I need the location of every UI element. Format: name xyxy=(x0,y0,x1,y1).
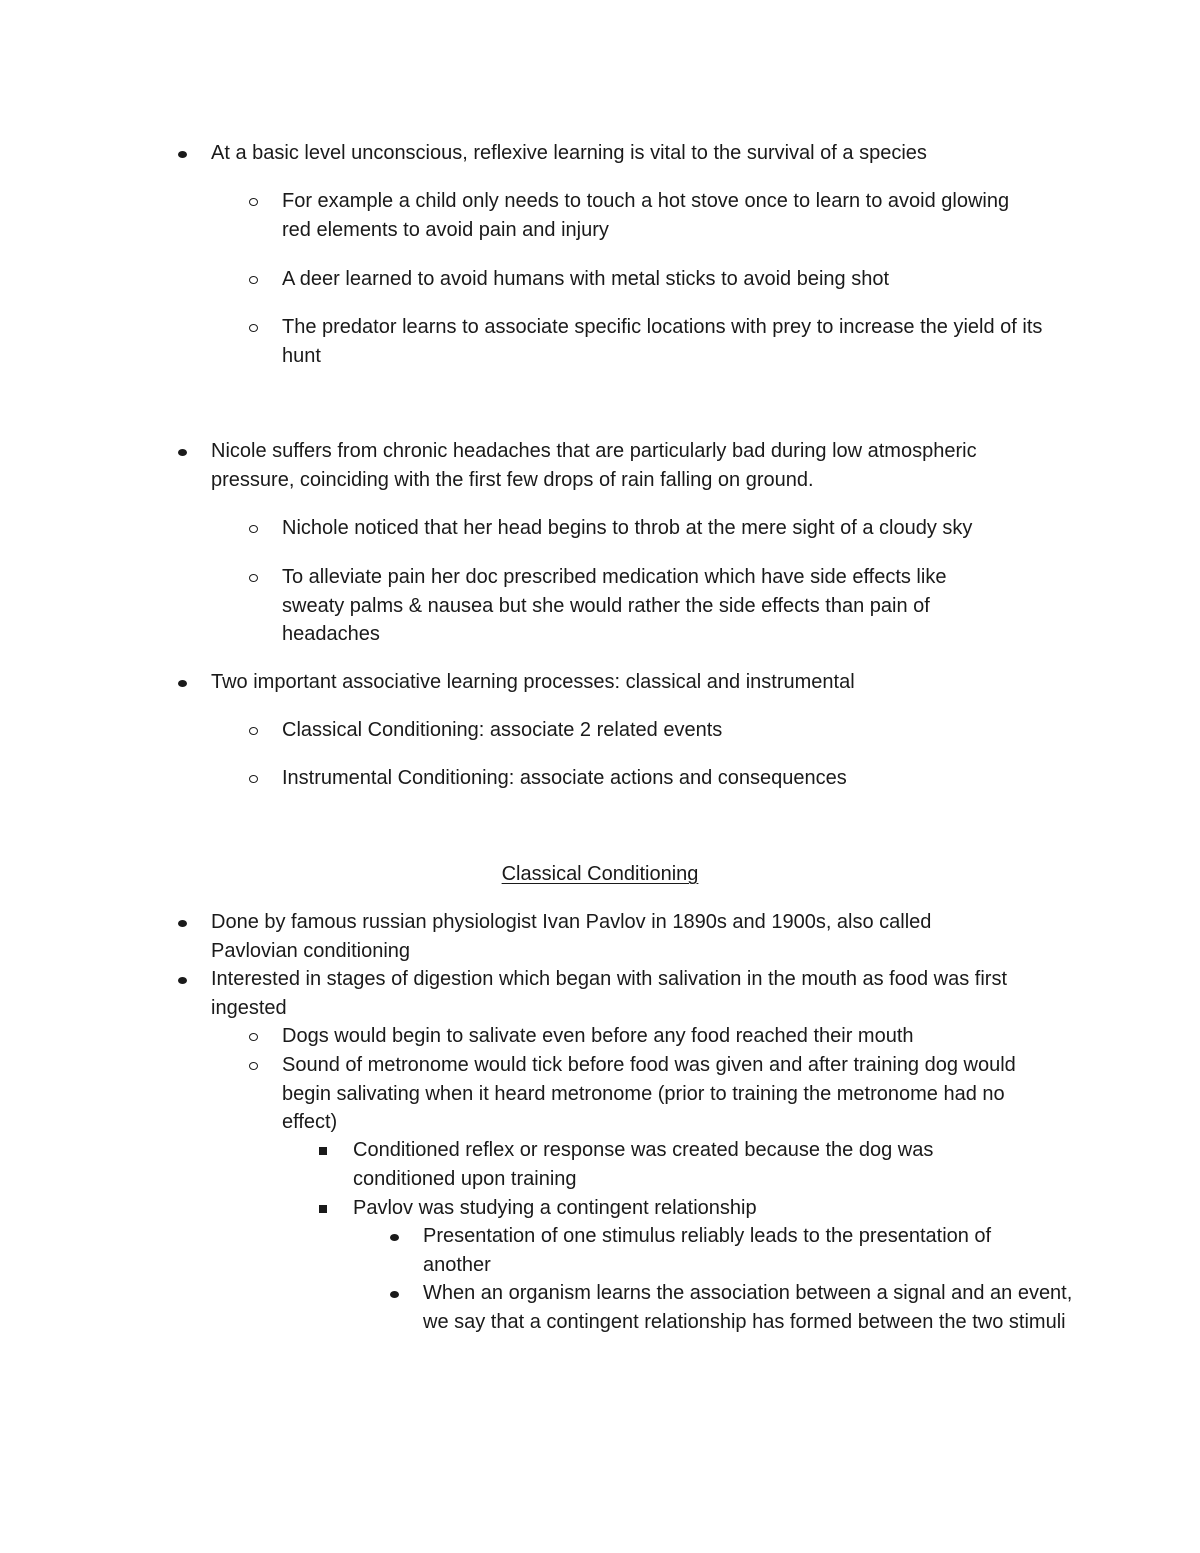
bullet-disc-icon xyxy=(178,920,187,927)
bullet-item: Two important associative learning processes: classical and instrumental xyxy=(211,671,855,693)
section-heading xyxy=(0,860,1200,889)
bullet-disc-icon xyxy=(390,1234,399,1241)
bullet-disc-icon xyxy=(178,151,187,158)
sub-bullet-item: Instrumental Conditioning: associate actions and consequences xyxy=(282,767,847,789)
bullet-circle-icon xyxy=(249,525,258,533)
sub-bullet-item: For example a child only needs to touch a hot stove once to learn to avoid glowing red elements to avoid pain and injury xyxy=(282,190,1010,241)
level4-bullet-item: Presentation of one stimulus reliably leads to the presentation of another xyxy=(423,1225,992,1276)
bullet-item: Interested in stages of digestion which began with salivation in the mouth as food was first ingested xyxy=(211,968,1008,1019)
bullet-circle-icon xyxy=(249,324,258,332)
bullet-circle-icon xyxy=(249,198,258,206)
level4-bullet-item: When an organism learns the association between a signal and an event, we say that a contingent relationship has formed between the two stimuli xyxy=(423,1282,1073,1333)
sub-bullet-item: To alleviate pain her doc prescribed medication which have side effects like sweaty palms & nausea but she would rather the side effects than pain of headaches xyxy=(282,566,947,645)
bullet-circle-icon xyxy=(249,775,258,783)
sub-bullet-item: Classical Conditioning: associate 2 related events xyxy=(282,719,723,741)
bullet-square-icon xyxy=(319,1147,327,1155)
sub-bullet-item: A deer learned to avoid humans with metal sticks to avoid being shot xyxy=(282,268,890,290)
sub-bullet-item: Sound of metronome would tick before food was given and after training dog would begin salivating when it heard metronome (prior to training the metronome had no effect) xyxy=(282,1054,1016,1133)
bullet-circle-icon xyxy=(249,1033,258,1041)
bullet-disc-icon xyxy=(178,977,187,984)
bullet-square-icon xyxy=(319,1205,327,1213)
bullet-circle-icon xyxy=(249,1062,258,1070)
bullet-circle-icon xyxy=(249,574,258,582)
bullet-circle-icon xyxy=(249,276,258,284)
sub-bullet-item: The predator learns to associate specific locations with prey to increase the yield of its hunt xyxy=(282,316,1043,367)
bullet-disc-icon xyxy=(178,680,187,687)
section-heading-text: Classical Conditioning xyxy=(501,863,699,885)
bullet-circle-icon xyxy=(249,727,258,735)
sub-bullet-item: Nichole noticed that her head begins to throb at the mere sight of a cloudy sky xyxy=(282,517,973,539)
bullet-item: At a basic level unconscious, reflexive learning is vital to the survival of a species xyxy=(211,142,927,164)
bullet-item: Nicole suffers from chronic headaches that are particularly bad during low atmospheric pressure, coinciding with the first few drops of rain falling on ground. xyxy=(211,440,977,491)
bullet-disc-icon xyxy=(390,1291,399,1298)
bullet-disc-icon xyxy=(178,449,187,456)
bullet-item: Done by famous russian physiologist Ivan Pavlov in 1890s and 1900s, also called Pavlovian conditioning xyxy=(211,911,932,962)
sub-sub-bullet-item: Conditioned reflex or response was created because the dog was conditioned upon training xyxy=(353,1139,934,1190)
sub-sub-bullet-item: Pavlov was studying a contingent relationship xyxy=(353,1197,757,1219)
sub-bullet-item: Dogs would begin to salivate even before any food reached their mouth xyxy=(282,1025,914,1047)
